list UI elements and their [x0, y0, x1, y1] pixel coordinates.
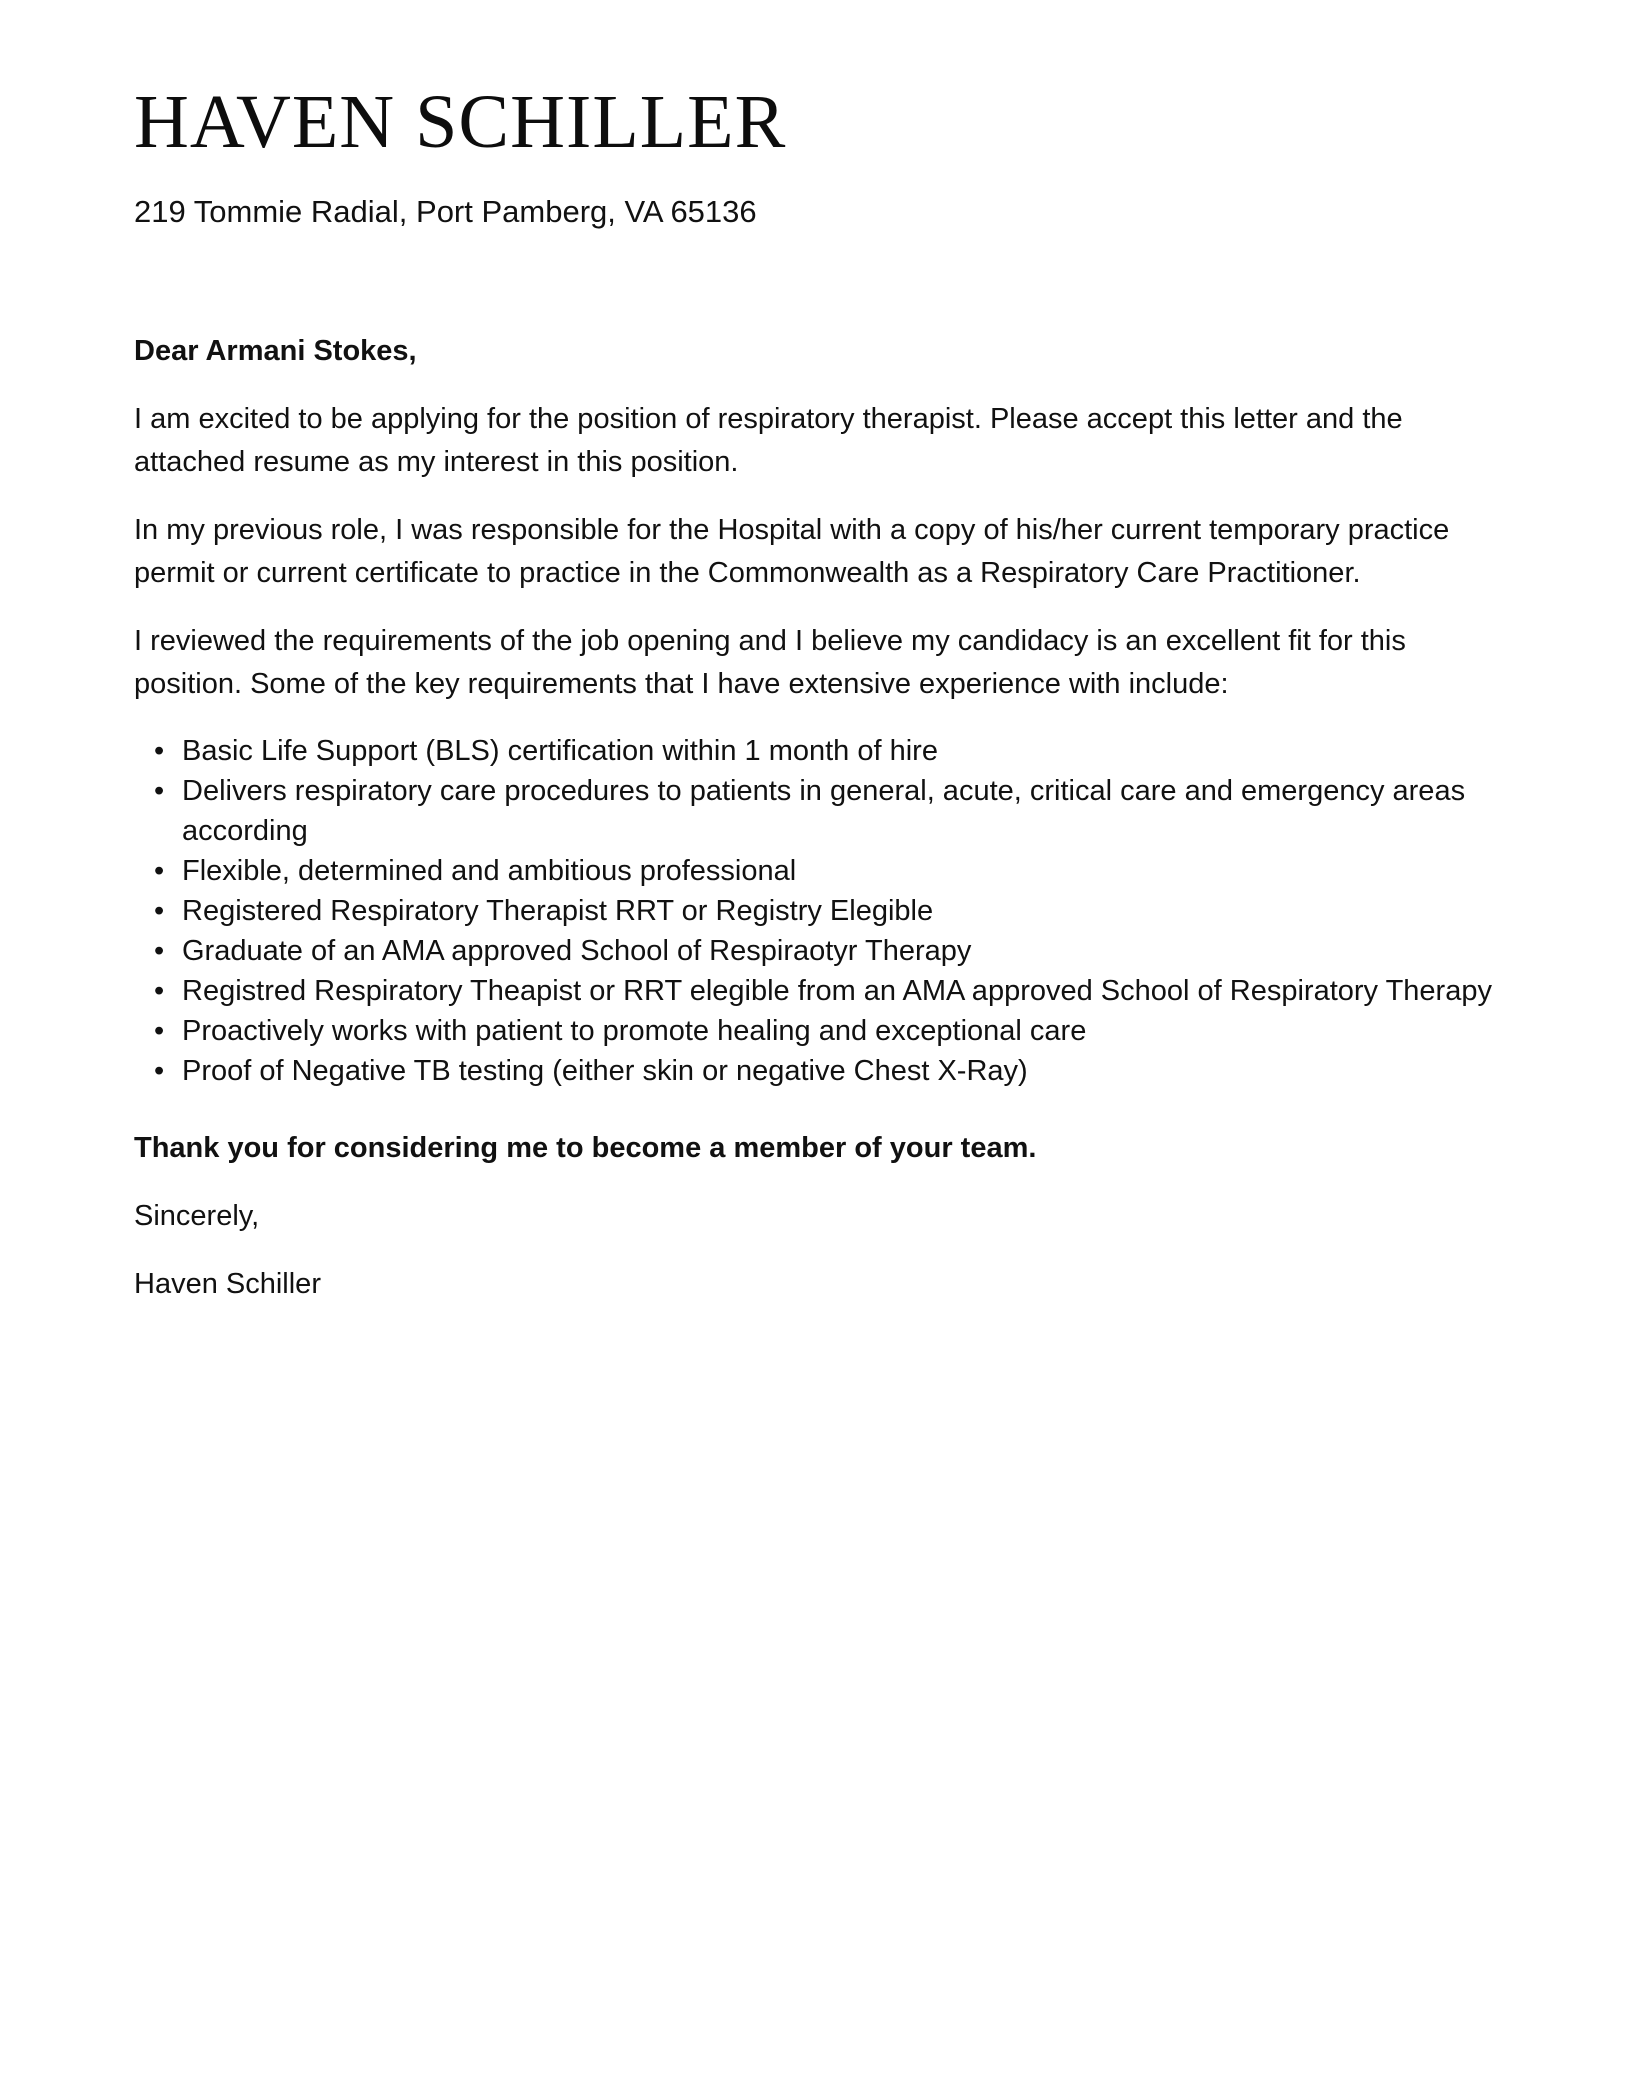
requirements-list: [134, 731, 1498, 1091]
list-item-text: Delivers respiratory care procedures to patients in general, acute, critical care and emergency areas according: [182, 775, 1466, 847]
bullet-icon: •: [154, 935, 165, 967]
list-item-text: Proactively works with patient to promote healing and exceptional care: [182, 1015, 1087, 1047]
signature-name: Haven Schiller: [134, 1268, 321, 1300]
bullet-icon: •: [154, 775, 165, 807]
bullet-icon: •: [154, 895, 165, 927]
bullet-icon: •: [154, 1015, 165, 1047]
experience-paragraph: In my previous role, I was responsible for the Hospital with a copy of his/her current temporary practice permit or current certificate to practice in the Commonwealth as a Respiratory Care Practitioner.: [134, 514, 1450, 589]
list-item: [154, 1051, 1498, 1091]
intro-paragraph: I am excited to be applying for the position of respiratory therapist. Please accept this letter and the attached resume as my interest in this position.: [134, 403, 1403, 478]
requirements-paragraph: I reviewed the requirements of the job opening and I believe my candidacy is an excellent fit for this position. Some of the key requirements that I have extensive experience with include:: [134, 625, 1406, 700]
list-item: [154, 931, 1498, 971]
bullet-icon: •: [154, 1055, 165, 1087]
bullet-icon: •: [154, 855, 165, 887]
list-item-text: Basic Life Support (BLS) certification within 1 month of hire: [182, 735, 938, 767]
list-item: [154, 891, 1498, 931]
list-item: [154, 1011, 1498, 1051]
list-item-text: Registered Respiratory Therapist RRT or Registry Elegible: [182, 895, 934, 927]
list-item-text: Graduate of an AMA approved School of Respiraotyr Therapy: [182, 935, 972, 967]
signoff: Sincerely,: [134, 1200, 260, 1232]
applicant-name: HAVEN SCHILLER: [134, 80, 787, 164]
bullet-icon: •: [154, 975, 165, 1007]
letter-greeting: Dear Armani Stokes,: [134, 335, 417, 367]
list-item: [154, 971, 1498, 1011]
closing-line: Thank you for considering me to become a member of your team.: [134, 1132, 1037, 1164]
list-item-text: Proof of Negative TB testing (either skin or negative Chest X-Ray): [182, 1055, 1028, 1087]
list-item: [154, 851, 1498, 891]
letter-body: [134, 330, 1498, 1331]
list-item-text: Registred Respiratory Theapist or RRT elegible from an AMA approved School of Respiratory Therapy: [182, 975, 1492, 1007]
applicant-address: 219 Tommie Radial, Port Pamberg, VA 65136: [134, 194, 757, 229]
bullet-icon: •: [154, 735, 165, 767]
list-item: [154, 731, 1498, 771]
list-item-text: Flexible, determined and ambitious professional: [182, 855, 797, 887]
list-item: [154, 771, 1498, 851]
